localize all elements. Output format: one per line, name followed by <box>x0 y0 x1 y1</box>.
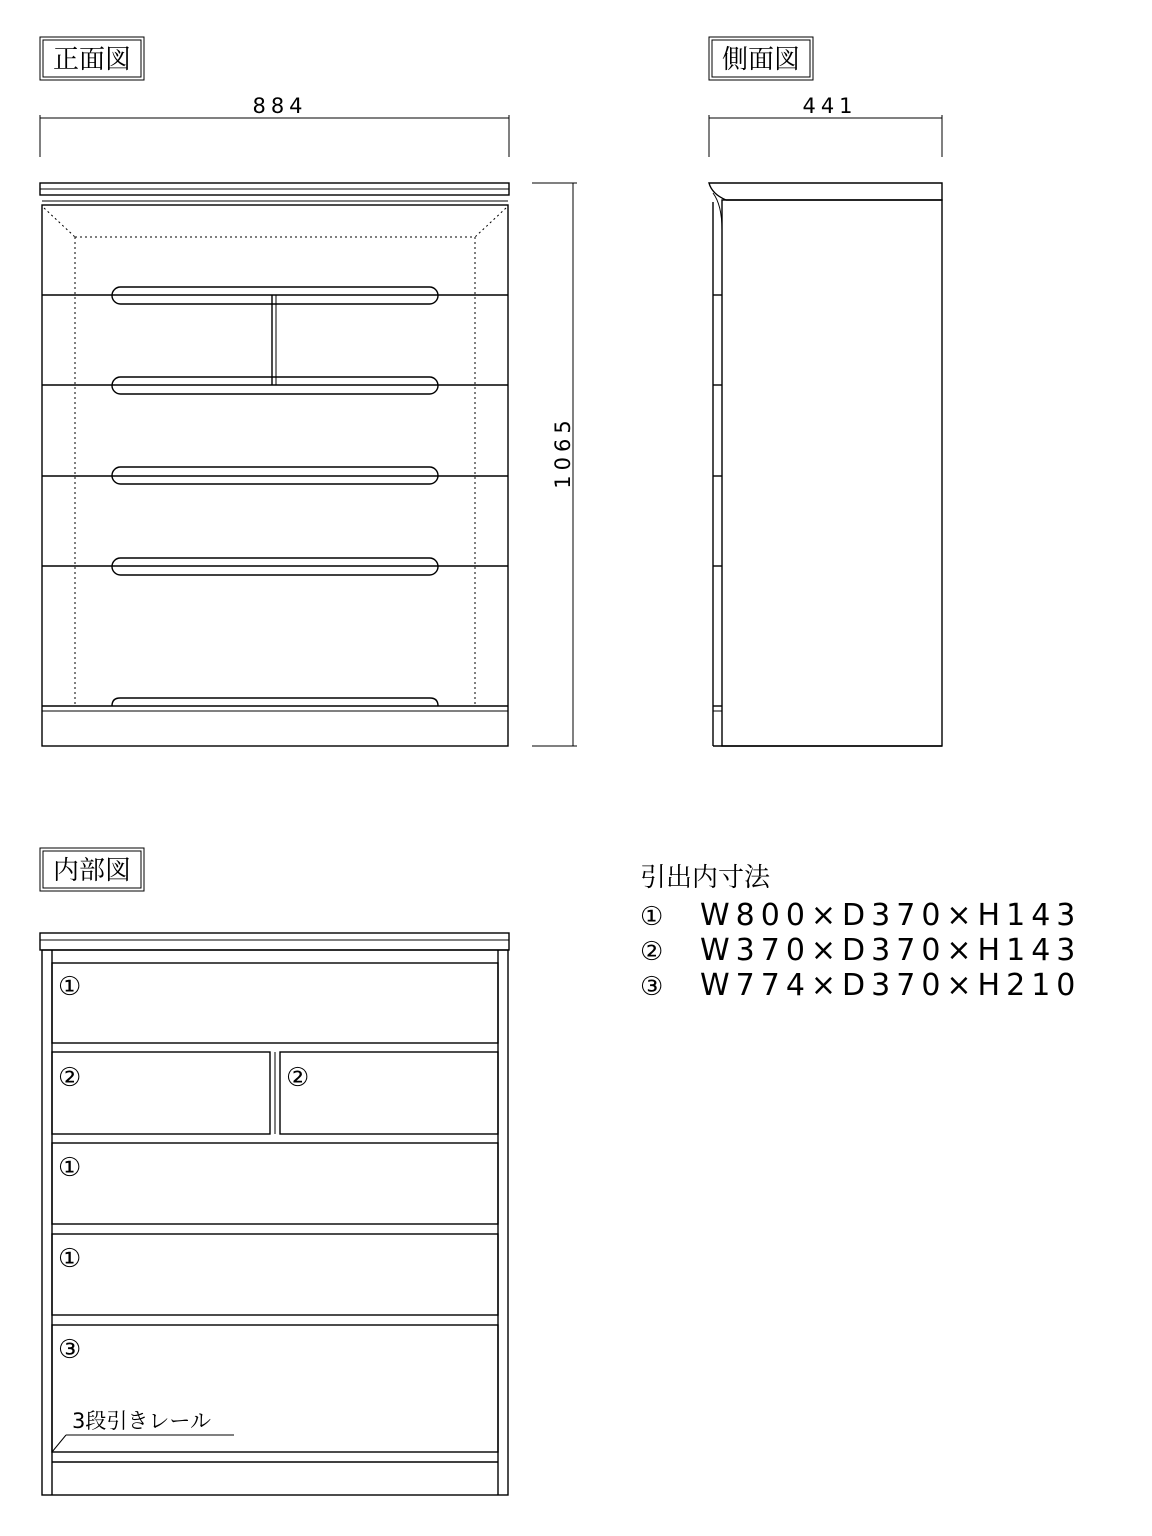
interior-view <box>40 933 509 1495</box>
side-view-title <box>709 37 813 80</box>
rail-leader-line <box>52 1435 66 1452</box>
spec-value: W800×D370×H143 <box>700 898 1082 933</box>
drawer-mark: ② <box>286 1063 310 1093</box>
drawer-inner-dimensions <box>640 862 1081 1004</box>
depth-dimension-label: 441 <box>802 94 858 118</box>
interior-view-title <box>40 848 144 891</box>
drawer-mark: ① <box>58 1153 82 1183</box>
drawer-mark: ① <box>58 972 82 1002</box>
interior-drawer <box>52 1234 498 1315</box>
spec-row <box>640 899 1081 934</box>
spec-heading: 引出内寸法 <box>640 863 771 893</box>
height-dimension <box>532 183 577 746</box>
interior-view-label: 内部図 <box>52 856 132 886</box>
interior-drawer <box>52 963 498 1043</box>
height-dimension-label: 1065 <box>551 415 575 489</box>
spec-value: W370×D370×H143 <box>700 933 1082 968</box>
side-view-label: 側面図 <box>721 45 801 75</box>
width-dimension-label: 884 <box>252 94 308 118</box>
drawer-mark: ③ <box>58 1335 82 1365</box>
spec-mark: ③ <box>640 972 664 1002</box>
interior-drawer <box>280 1052 498 1134</box>
interior-drawer <box>52 1143 498 1224</box>
spec-mark: ② <box>640 937 664 967</box>
depth-dimension <box>709 94 942 157</box>
spec-mark: ① <box>640 902 664 932</box>
spec-row <box>640 969 1081 1004</box>
rail-note: 3段引きレール <box>72 1409 211 1433</box>
spec-value: W774×D370×H210 <box>700 968 1082 1003</box>
drawer-handle <box>112 698 438 706</box>
front-view <box>40 183 509 746</box>
front-view-label: 正面図 <box>52 45 132 75</box>
interior-drawer <box>52 1052 270 1134</box>
front-view-title <box>40 37 144 80</box>
drawer-mark: ② <box>58 1063 82 1093</box>
width-dimension <box>40 94 509 157</box>
drawer-mark: ① <box>58 1244 82 1274</box>
spec-row <box>640 934 1081 969</box>
side-view <box>709 183 942 746</box>
